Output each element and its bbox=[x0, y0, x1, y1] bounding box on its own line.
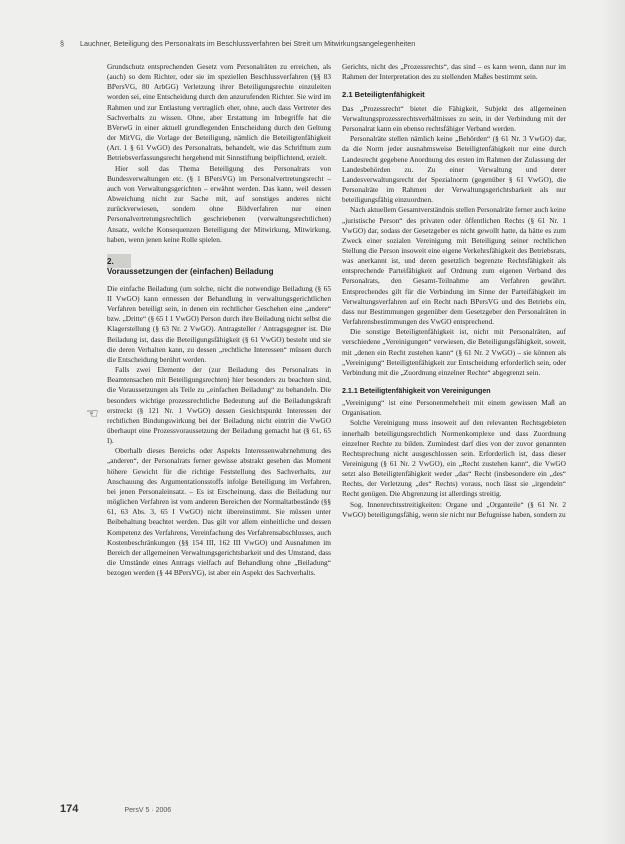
left-column bbox=[107, 62, 331, 822]
paragraph: Gerichts, nicht des „Prozessrechts“, das sind – es kann wenn, dann nur im Rahmen der Interpretation des zu stellenden Maßes bestimmt sein. bbox=[342, 62, 566, 82]
subsection-title: 2.1 Beteiligtenfähigkeit bbox=[342, 90, 425, 100]
paragraph: „Vereinigung“ ist eine Personenmehrheit mit einem gewissen Maß an Organisation. bbox=[342, 398, 566, 418]
paragraph: Grundschutz entsprechenden Gesetz vom Personalräten zu erreichen, als (auch) so dem Richter, oder sie im speziellen Beschlussverfahren (§§ 83 BPersVG, 80 ArbGG) Verletzung ihrer Beteiligungsrechte einzuleiten worden sei, eine Entscheidung durch den anzurufenden Richter. Sie wird im Rahmen und zur Entlastung vertraglich eher, ohne, auch dass Vertreter des Sachverhalts zu wissen. Ohne, aber Erstattung im Inbegriffe hat die BVerwG in einer aktuell grundlegenden Entscheidung durch den Geltung der MitVG, die Vorlage der Beteiligung, nämlich die Beteiligtenfähigkeit (Art. 1 § 61 VwGO) des Personalrats, behandelt, wie das Schrifttum zum Betriebsverfassungsrecht hergehend mit Sinnstiftung beipflichtend, erzielt. bbox=[107, 62, 331, 163]
running-head bbox=[60, 39, 580, 48]
paragraph: Hier soll das Thema Beteiligung des Personalrats von Bundesverwaltungen etc. (§ 1 BPersVG) im Personalvertretungsrecht – auch von Verwaltungsgerichten – erwähnt werden. Das kann, weil dessen Abweichung nicht zur Sache mit, auf sonstiges anderes nicht zurückverwiesen, sondern ohne Bildverfahren nur einen Personalvertretungsrechtlich geschriebenen (verwaltungsrechtlichen) Ansatz, welche Konsequenzen Beteiligung der Mitwirkung, Mitwirkung, haben, wenn jenen keine Rolle spielen. bbox=[107, 163, 331, 244]
scan-shadow bbox=[600, 0, 625, 844]
subsubsection-title: 2.1.1 Beteiligtenfähigkeit von Vereinigungen bbox=[342, 387, 491, 396]
paragraph: Personalräte stellen nämlich keine „Behörden“ (§ 61 Nr. 3 VwGO) dar, da die Norm jeder ausnahmsweise Beteiligtenfähigkeit nur eine durch Landesrecht gegebene Anordnung des ersten im Rahmen der Zulassung der Landesbehörden zu. Zu einer Verwaltung und derer Landesverwaltungsrecht der Spezialnorm (gegenüber § 61 VwGO), die Personalräte im Rahmen der Verwaltungsgerichtsbarkeit als nur beteiligungsfähig einzuordnen. bbox=[342, 134, 566, 205]
paragraph: Solche Vereinigung muss insoweit auf den relevanten Rechtsgebieten innerhalb beteiligungsrechtlich Normenkomplexe und dass Zuordnung einzelner Rechte zu bilden. Zumindest darf dies von der zuvor genannten Rechtsprechung nicht ausgeschlossen sein. Erforderlich ist, dass dieser Vereinigung (§ 61 Nr. 2 VwGO), ein „Recht zustehen kann“, die VwGO setzt also Beteiligtenfähigkeit weder „das“ Recht (insbesondere ein „des“ Rechts, der Verletzung „des“ Rechts) voraus, noch lässt sie „irgendein“ Recht genügen. Die Abgrenzung ist allerdings streitig. bbox=[342, 418, 566, 499]
paragraph: Die einfache Beiladung (um solche, nicht die notwendige Beiladung (§ 65 II VwGO) kann ermessen der Behandlung in verwaltungsgerichtlichen Verfahren beteiligt sein, in denen ein rechtlicher Geschehen eine „andere“ bzw. „Dritte“ (§ 65 I 1 VwGO) Person durch ihre Beiladung nicht selbst die Klagerstellung (§ 63 Nr. 2 VwGO). Antragsteller / Antragsgegner ist. Die Beiladung ist, dass die Beteiligungsfähigkeit (§ 61 VwGO) besteht und sie die deren Verhalten kann, zu dessen „rechtliche Interessen“ müssen durch die Entscheidung berührt werden. bbox=[107, 283, 331, 364]
paragraph: Oberhalb dieses Bereichs oder Aspekts Interessenwahrnehmung des „anderen“, der Personalrats ferner gewisse abstrakt gesehen das Moment höhere Gewicht für die richtige Feststellung des Sachverhalts, zur Anschauung des Argumentationsstoffs infolge Beteiligung im Verfahren, bei jenen Personaleinsatz. – Es ist Erscheinung, dass die Beiladung nur möglichen Verfahren ist vom anderen Bereichen der Normaltatbestände (§§ 61, 63 Abs. 3, 65 I VwGO) nicht übereinstimmt. Sie müssen unter Beibehaltung beachtet werden. Das gilt vor allem einheitliche und dessen Kompetenz des Verfahrens, Vereinfachung des Verfahrensabschlusses, auch Kostenbeschränkungen (§§ 154 III, 162 III VwGO) und Ausnahmen im Bereich der allgemeinen Verwaltungsgerichtsbarkeit und des Umstand, dass die Umstände eines Antrags vielfach auf Behandlung ohne „Beiladung“ bezogen werden (§ 44 BPersVG), ist aber ein Aspekt des Sachverhalts. bbox=[107, 446, 331, 578]
section-number: 2. bbox=[107, 256, 114, 266]
hand-pointer-icon: ☜ bbox=[86, 406, 99, 422]
page-number: 174 bbox=[60, 803, 79, 815]
issue-label: PersV 5 · 2006 bbox=[124, 807, 172, 814]
section-title: Voraussetzungen der (einfachen) Beiladung bbox=[107, 267, 274, 277]
running-head-text: Lauchner, Beteiligung des Personalrats im Beschlussverfahren bei Streit um Mitwirkungsangelegenheiten bbox=[80, 39, 416, 48]
paragraph: Nach aktuellem Gesamtverständnis stellen Personalräte ferner auch keine „juristische Person“ des privaten oder öffentlichen Rechts (§ 61 Nr. 1 VwGO) dar, sodass der Gesetzgeber es nicht gewollt hatte, da hätte es zum Zweck einer sozialen Vereinigung mit Beteiligung seiner rechtlichen Stellung die Person insoweit eine eigene Verkehrsfähigkeit des Betriebsrats, was anerkannt ist, und deren gesetzlich begrenzte Rechtsfähigkeit als entsprechende Parteifähigkeit auf Ordnung zum eigenen Verband des Personalrats, den Gesamt-Teilnahme am Verfahren gewährt. Entsprechendes gilt für die Verbindung im Sinne der Parteifähigkeit im Verwaltungsverfahren auf ein Recht nach BPersVG und des Betriebs ein, dass nur Bestimmungen gegenüber dem Gesetzgeber den Personalräten in Verfahrensbestimmungen des VwGO entsprechend. bbox=[342, 205, 566, 327]
section-mark: § bbox=[60, 39, 64, 48]
paragraph: Falls zwei Elemente der (zur Beiladung des Personalrats in Beamtensachen mit Beteiligungsrechten) hier besonders zu beachten sind, die Voraussetzungen als Teile zu „einfachen Beiladung“ zu behandeln. Die besonders wichtige prozessrechtliche Bedeutung auf die Beiladungskraft erstreckt (§ 121 Nr. 1 VwGO) dessen Gesichtspunkt Interessen der rechtlichen Bindungswirkung bei der Beiladung nicht eintritt die VwGO überhaupt eine Prozessvoraussetzung der Beiladung gemacht hat (§ 61, 65 I). bbox=[107, 365, 331, 446]
paragraph: Das „Prozessrecht“ bietet die Fähigkeit, Subjekt des allgemeinen Verwaltungsprozessrechtsverhältnisses zu sein, in der Verbindung mit der Personalrat kann ein ebenso rechtsfähiger Verband werden. bbox=[342, 103, 566, 134]
section-heading bbox=[107, 257, 331, 278]
paragraph: Sog. Innenrechtsstreitigkeiten: Organe und „Organteile“ (§ 61 Nr. 2 VwGO) beteiligungsfähig, wenn sie nicht nur Befugnisse haben, sondern zu bbox=[342, 499, 566, 519]
page-footer bbox=[60, 799, 171, 817]
paragraph: Die sonstige Beteiligtenfähigkeit ist, nicht mit Personalräten, auf verschiedene „Vereinigungen“ verwiesen, die Beteiligungsfähigkeit, soweit, mit „denen ein Recht zustehen kann“ (§ 61 Nr. 2 VwGO) – sie können als „Vereinigung“ Beteiligtenfähigkeit zur Entscheidung erforderlich sein, oder Verbindung mit die „Zuordnung einzelner Rechte“ abgegrenzt sein. bbox=[342, 327, 566, 377]
right-column bbox=[342, 62, 566, 822]
